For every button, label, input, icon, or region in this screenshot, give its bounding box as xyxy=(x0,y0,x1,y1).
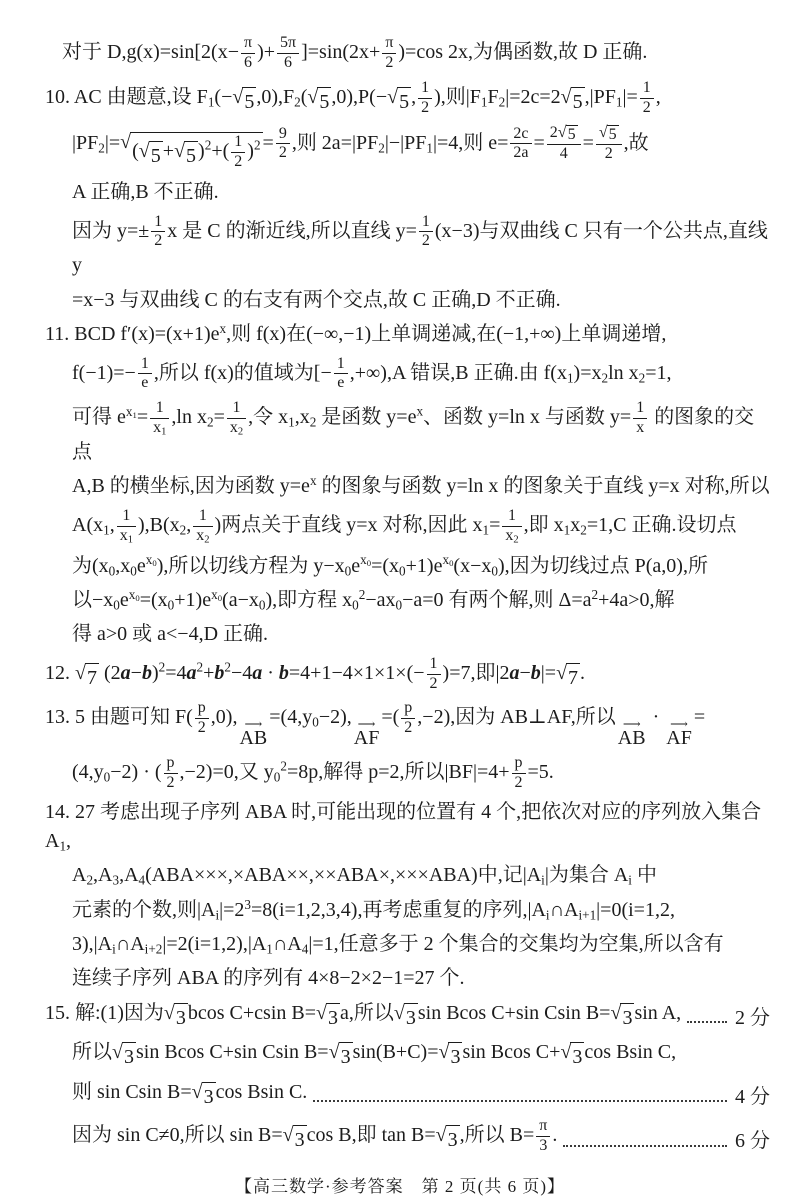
answer-line-18: 14. 27 考虑出现子序列 ABA 时,可能出现的位置有 4 个,把依次对应的序列放入集合 $A_1$, xyxy=(45,801,762,854)
vector-arrow: ⟶ AF xyxy=(666,716,692,749)
answer-line-10: A,B 的横坐标,因为函数 $y=e^x$ 的图象与函数 y=ln x 的图象关于直线 y=x 对称,所以 xyxy=(72,473,770,498)
subscript: 1 xyxy=(482,522,490,538)
answer-line-26 xyxy=(72,1117,770,1156)
fraction: $\frac{1}{2}$ xyxy=(419,213,433,252)
answer-line-2: 10. AC 由题意,设 $F_1(-$ √ 5 $,0),F_2$( √ 5 ,0),P(− √ 5 , $\frac{1}{2}$ ),则$|F_1F_2|=2c=2$ √ 5 $,|PF_1|=$ $\frac{1}{2}$ , xyxy=(45,78,661,116)
radical: √ 7 xyxy=(556,663,580,692)
answer-line-23 xyxy=(45,999,770,1032)
radical: √ 5 xyxy=(139,141,163,170)
fraction: $\frac{p}{2}$ xyxy=(401,699,415,738)
dotted-leader xyxy=(313,1100,727,1102)
subscript: 2 xyxy=(294,94,301,110)
subscript: 0 xyxy=(258,597,266,613)
subscript: 1 xyxy=(426,139,433,155)
subscript: 0 xyxy=(449,558,454,569)
superscript: 2 xyxy=(196,659,204,675)
subscript: i+1 xyxy=(578,906,597,922)
subscript: 2 xyxy=(86,872,94,888)
subscript: 2 xyxy=(237,426,244,438)
subscript: 2 xyxy=(498,94,506,110)
radical: √ 5 xyxy=(232,87,256,116)
subscript: 0 xyxy=(130,562,137,578)
answer-line-3: $|PF_2|=$ √ ( √ 5 + √ 5 )$^2$+( $\frac{1}{2}$ )$^2$ = $\frac{9}{2}$ ,则 $2a=|PF_2|-|PF_1|=4$,则 e= $\frac{2c}{2a}$ = 2 √ 5 4 = √ 5 2 ,故 xyxy=(72,123,649,171)
radical: √ 5 xyxy=(598,123,617,143)
subscript: 2 xyxy=(513,534,519,546)
superscript: 2 xyxy=(158,659,166,675)
dotted-leader xyxy=(687,1021,727,1023)
answer-line-4: A 正确,B 不正确. xyxy=(72,181,219,204)
superscript: x0 xyxy=(145,552,157,569)
radical: √ 3 xyxy=(394,1003,418,1032)
answer-line-19: $A_2,A_3,A_4(ABA\times\times\times,\times ABA\times\times,\times\times ABA\times,\times\times\times ABA)$中,记$|A_i|$为集合 $A_i$ 中 xyxy=(72,864,657,888)
score-badge: 6 分 xyxy=(735,1130,770,1153)
subscript: 1 xyxy=(207,94,215,110)
fraction: $\frac{1}{x_1}$ xyxy=(150,399,169,438)
bold-vector: a xyxy=(252,661,263,684)
radical: √ 7 xyxy=(75,663,99,692)
fraction: $\frac{1}{x_2}$ xyxy=(502,507,521,546)
answer-line-22: 连续子序列 ABA 的序列有 4×8−2×2−1=27 个. xyxy=(72,967,465,990)
score-badge: 2 分 xyxy=(735,1006,770,1029)
subscript: 2 xyxy=(206,414,214,430)
bold-vector: b xyxy=(530,661,541,684)
superscript: 2 xyxy=(280,758,287,774)
subscript: 0 xyxy=(135,592,140,603)
fraction: $\frac{1}{x_2}$ xyxy=(227,399,246,438)
subscript: 1 xyxy=(266,941,273,957)
subscript: 0 xyxy=(312,714,319,730)
bold-vector: b xyxy=(278,661,289,684)
answer-line-20: 元素的个数,则$|A_i|=2^3=8(i=1,2,3,4)$,再考虑重复的序列$,|A_i\cap A_{i+1}|=0(i=1,2$, xyxy=(72,896,675,922)
subscript: 2 xyxy=(204,534,210,546)
fraction: $\frac{p}{2}$ xyxy=(195,699,209,738)
subscript: 0 xyxy=(366,558,372,569)
subscript: 0 xyxy=(344,562,352,578)
vector-arrow: ⟶ AF xyxy=(353,716,380,749)
fraction: $\frac{\pi}{2}$ xyxy=(382,34,396,73)
radical: √ 3 xyxy=(329,1042,353,1071)
subscript: 1 xyxy=(563,522,571,538)
superscript: x xyxy=(416,404,424,419)
subscript: i xyxy=(628,872,632,888)
answer-line-17: $(4,y_0-2)$ · ( $\frac{p}{2}$ ,−2)=0,又 $y_0^2=8p$,解得 p=2,所以|BF|=4+ $\frac{p}{2}$ =5. xyxy=(72,753,554,791)
fraction: $\frac{p}{2}$ xyxy=(512,754,526,793)
radical: √ 3 xyxy=(164,1003,188,1032)
radical: √ ( √ 5 + √ 5 )$^2$+( $\frac{1}{2}$ )$^2$ xyxy=(120,131,261,171)
line-text: 因为 sin C≠0,所以 sin B= √ 3 cos B,即 tan B= √ 3 ,所以 B= $\frac{\pi}{3}$ . xyxy=(72,1116,558,1154)
subscript: 2 xyxy=(601,369,609,385)
subscript: 0 xyxy=(217,592,223,603)
subscript: 2 xyxy=(638,369,646,385)
fraction: $\frac{1}{2}$ xyxy=(151,213,165,252)
subscript: i xyxy=(215,906,220,922)
fraction: $\frac{9}{2}$ xyxy=(276,125,290,164)
radical: √ 3 xyxy=(560,1042,584,1071)
fraction: $\frac{1}{e}$ xyxy=(138,355,152,394)
subscript: 0 xyxy=(167,597,175,613)
dotted-leader xyxy=(563,1145,727,1147)
vector-arrow: ⟶ AB xyxy=(239,716,268,749)
bold-vector: a xyxy=(186,661,197,684)
subscript: 1 xyxy=(59,838,67,854)
subscript: 3 xyxy=(112,872,120,888)
subscript: 2 xyxy=(580,522,587,538)
superscript: 2 xyxy=(358,586,366,602)
subscript: 0 xyxy=(395,597,403,613)
subscript: i xyxy=(545,906,550,922)
fraction: 2 √ 5 4 xyxy=(547,124,581,165)
vector-arrow: ⟶ AB xyxy=(617,716,646,749)
subscript: 0 xyxy=(152,558,157,569)
answer-line-1: 对于 D,g(x)=sin[2(x− $\frac{\pi}{6}$ )+ $\frac{5\pi}{6}$ ]=sin(2x+ $\frac{\pi}{2}$ )=cos 2x,为偶函数,故 D 正确. xyxy=(62,34,648,71)
fraction: $\frac{1}{e}$ xyxy=(334,355,348,394)
answer-line-5: 因为 y=± $\frac{1}{2}$ x 是 C 的渐近线,所以直线 y= $\frac{1}{2}$ (x−3)与双曲线 C 只有一个公共点,直线 y xyxy=(72,212,768,277)
fraction: $\frac{1}{2}$ xyxy=(640,79,654,118)
fraction: $\frac{1}{2}$ xyxy=(427,655,441,694)
answer-line-16: 13. 5 由题可知 F( $\frac{p}{2}$ ,0), ⟶ AB $=(4,y_0-2)$, ⟶ AF =( $\frac{p}{2}$ ,−2),因为 AB⊥AF,所以 ⟶ AB · ⟶ AF = xyxy=(45,699,706,749)
answer-lines xyxy=(30,34,770,1156)
subscript: 2 xyxy=(378,139,385,155)
bold-vector: a xyxy=(509,661,520,684)
superscript: x0 xyxy=(442,552,454,569)
subscript: 4 xyxy=(301,941,309,957)
superscript: x xyxy=(219,320,227,336)
subscript: 0 xyxy=(113,597,120,613)
fraction: $\frac{p}{2}$ xyxy=(164,754,178,793)
answer-line-12: 为$(x_0,x_0e^{x_0})$,所以切线方程为 $y-x_0e^{x_0}=(x_0+1)e^{x_0}(x-x_0)$,因为切线过点 P(a,0),所 xyxy=(72,552,708,578)
answer-line-6: =x−3 与双曲线 C 的右支有两个交点,故 C 正确,D 不正确. xyxy=(72,288,561,311)
superscript: 2 xyxy=(204,138,212,154)
bold-vector: a xyxy=(120,661,131,684)
subscript: 1 xyxy=(161,426,167,438)
answer-line-7: 11. BCD $f'(x)=(x+1)e^x$,则 f(x)在(−∞,−1)上单调递减,在(−1,+∞)上单调递增, xyxy=(45,320,667,346)
subscript: i xyxy=(112,941,116,957)
fraction: $\frac{2c}{2a}$ xyxy=(510,125,531,164)
subscript: 1 xyxy=(566,369,574,385)
subscript: 4 xyxy=(138,872,146,888)
superscript: 2 xyxy=(253,138,261,154)
line-text: 15. 解:(1)因为 √ 3 bcos C+csin B= √ 3 a,所以 √ 3 sin Bcos C+sin Csin B= √ 3 sin A, xyxy=(45,999,681,1032)
subscript: 1 xyxy=(127,534,133,546)
score-badge: 4 分 xyxy=(735,1085,770,1108)
answer-line-15: 12. √ 7 $(2a-b)^2=4a^2+b^2-4a \cdot b=4+1-4\times 1\times 1\times(-$ $\frac{1}{2}$ )=7,即|2a−b|= √ 7 . xyxy=(45,654,586,692)
radical: √ 5 xyxy=(557,123,576,143)
subscript: 0 xyxy=(491,562,498,578)
answer-line-14: 得 a>0 或 a<−4,D 正确. xyxy=(72,623,269,646)
subscript: 1 xyxy=(288,414,295,430)
answer-line-24: 所以 √ 3 sin Bcos C+sin Csin B= √ 3 sin(B+C)= √ 3 sin Bcos C+ √ 3 cos Bsin C, xyxy=(72,1038,770,1071)
answer-line-21: $3),|A_i\cap A_{i+2}|=2(i=1,2),|A_1\cap A_4|=1$,任意多于 2 个集合的交集均为空集,所以含有 xyxy=(72,932,724,957)
superscript: 3 xyxy=(244,896,252,912)
radical: √ 3 xyxy=(192,1082,216,1111)
subscript: 0 xyxy=(273,768,281,784)
radical: √ 3 xyxy=(436,1125,460,1154)
radical: √ 5 xyxy=(561,87,585,116)
radical: √ 3 xyxy=(438,1042,462,1071)
subscript: 2 xyxy=(179,522,187,538)
bold-vector: b xyxy=(141,661,152,684)
radical: √ 5 xyxy=(174,141,198,170)
fraction: $\frac{1}{2}$ xyxy=(418,79,432,118)
subscript: 2 xyxy=(98,139,105,155)
line-text: 则 sin Csin B= √ 3 cos Bsin C. xyxy=(72,1078,307,1111)
subscript: 0 xyxy=(103,768,111,784)
fraction: $\frac{1}{2}$ xyxy=(231,133,245,172)
fraction: $\frac{1}{x_2}$ xyxy=(193,507,212,546)
radical: √ 3 xyxy=(112,1042,136,1071)
page-footer: 【高三数学·参考答案 第 2 页(共 6 页)】 xyxy=(235,1176,565,1196)
subscript: 1 xyxy=(132,410,137,421)
fraction: $\frac{\pi}{3}$ xyxy=(536,1117,550,1156)
superscript: x1 xyxy=(125,404,137,421)
subscript: 1 xyxy=(615,94,623,110)
answer-line-25 xyxy=(72,1078,770,1111)
fraction: $\frac{1}{x_1}$ xyxy=(117,507,136,546)
subscript: 0 xyxy=(108,562,116,578)
fraction: $\frac{5\pi}{6}$ xyxy=(277,34,299,73)
radical: √ 3 xyxy=(610,1003,634,1032)
fraction: $\frac{\pi}{6}$ xyxy=(241,34,255,73)
superscript: x xyxy=(309,473,317,489)
superscript: 2 xyxy=(591,586,599,602)
answer-line-9: 可得 $e^{x_1}=$ $\frac{1}{x_1}$ ,ln $x_2=$ $\frac{1}{x_2}$ ,令 $x_1,x_2$ 是函数 $y=e^x$、函数 y=ln x 与函数 y= $\frac{1}{x}$ 的图象的交点 xyxy=(72,399,755,464)
answer-line-13: 以$-x_0e^{x_0}=(x_0+1)e^{x_0}(a-x_0)$,即方程 $x_0^2-ax_0-a=0$ 有两个解,则 $\Delta=a^2+4a>0$,解 xyxy=(72,586,675,613)
subscript: 0 xyxy=(352,597,359,613)
subscript: i xyxy=(541,872,545,888)
fraction: √ 5 2 xyxy=(596,124,622,165)
radical: √ 5 xyxy=(387,87,411,116)
answer-line-8: f(−1)=− $\frac{1}{e}$ ,所以 f(x)的值域为[− $\frac{1}{e}$ ,+∞),A 错误,B 正确.由 $f(x_1)=x_2\ln$ $x_2=1$, xyxy=(72,354,672,392)
subscript: 2 xyxy=(309,414,317,430)
subscript: 0 xyxy=(399,562,406,578)
subscript: 1 xyxy=(480,94,488,110)
superscript: 2 xyxy=(224,659,231,675)
answer-line-11: $A(x_1$, $\frac{1}{x_1}$ )$,B(x_2$, $\frac{1}{x_2}$ )两点关于直线 y=x 对称,因此 $x_1=$ $\frac{1}{x_2}$ ,即 $x_1x_2=1,C$ 正确.设切点 xyxy=(72,506,737,546)
radical: √ 3 xyxy=(316,1003,340,1032)
superscript: x0 xyxy=(360,552,372,569)
subscript: 1 xyxy=(103,522,110,538)
superscript: x0 xyxy=(128,586,140,603)
fraction: $\frac{1}{x}$ xyxy=(633,399,647,438)
radical: √ 3 xyxy=(283,1125,307,1154)
subscript: i+2 xyxy=(144,941,163,957)
superscript: x0 xyxy=(211,586,223,603)
bold-vector: b xyxy=(214,661,225,684)
radical: √ 5 xyxy=(307,87,331,116)
